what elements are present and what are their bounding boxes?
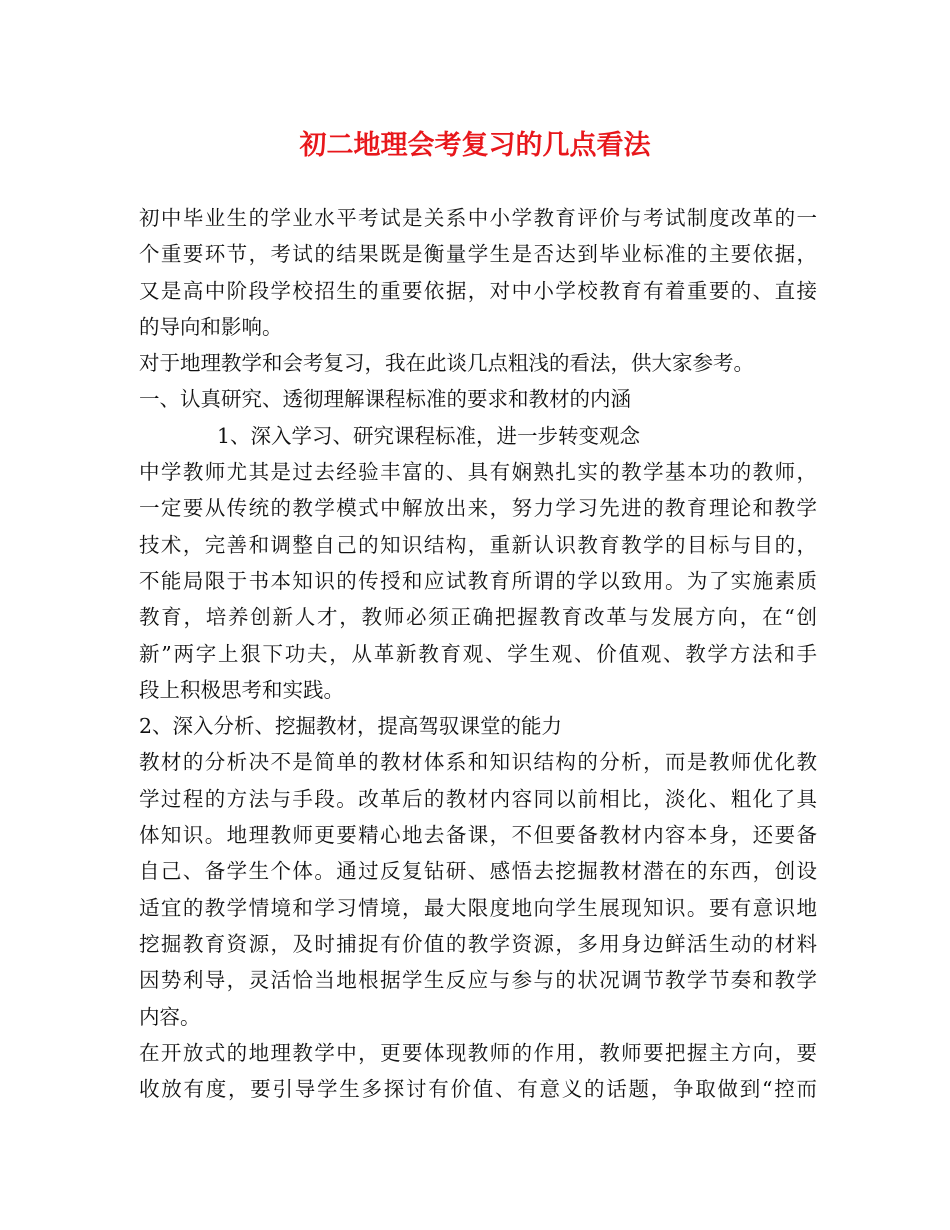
text-line: 不能局限于书本知识的传授和应试教育所谓的学以致用。为了实施素质 [139,568,817,593]
text-line: 段上积极思考和实践。 [139,677,344,702]
text-line: 教材的分析决不是简单的教材体系和知识结构的分析，而是教师优化教 [139,750,817,775]
subsection-heading: 2、深入分析、挖掘教材，提高驾驭课堂的能力 [139,714,563,739]
document-body [139,200,817,1107]
text-line: 内容。 [139,1004,201,1029]
text-line: 又是高中阶段学校招生的重要依据，对中小学校教育有着重要的、直接 [139,278,817,303]
section-heading: 一、认真研究、透彻理解课程标准的要求和教材的内涵 [139,387,631,412]
text-line: 学过程的方法与手段。改革后的教材内容同以前相比，淡化、粗化了具 [139,786,817,811]
text-line: 的导向和影响。 [139,314,283,339]
subsection-heading: 1、深入学习、研究课程标准，进一步转变观念 [217,423,641,448]
text-line: 一定要从传统的教学模式中解放出来，努力学习先进的教育理论和教学 [139,496,817,521]
text-line: 适宜的教学情境和学习情境，最大限度地向学生展现知识。要有意识地 [139,895,817,920]
text-line: 挖掘教育资源，及时捕捉有价值的教学资源，多用身边鲜活生动的材料 [139,931,817,956]
text-line: 个重要环节，考试的结果既是衡量学生是否达到毕业标准的主要依据， [139,242,817,267]
text-line: 对于地理教学和会考复习，我在此谈几点粗浅的看法，供大家参考。 [139,351,754,376]
text-line: 初中毕业生的学业水平考试是关系中小学教育评价与考试制度改革的一 [139,206,817,230]
text-line: 因势利导，灵活恰当地根据学生反应与参与的状况调节教学节奏和教学 [139,968,817,993]
text-line: 在开放式的地理教学中，更要体现教师的作用，教师要把握主方向，要 [139,1040,817,1065]
text-line: 技术，完善和调整自己的知识结构，重新认识教育教学的目标与目的， [139,532,817,557]
page-title: 初二地理会考复习的几点看法 [299,130,651,161]
text-line: 收放有度，要引导学生多探讨有价值、有意义的话题，争取做到“控而 [139,1077,817,1102]
text-line: 教育，培养创新人才，教师必须正确把握教育改革与发展方向，在“创 [139,605,817,630]
text-line: 自己、备学生个体。通过反复钻研、感悟去挖掘教材潜在的东西，创设 [139,859,817,884]
text-line: 中学教师尤其是过去经验丰富的、具有娴熟扎实的教学基本功的教师， [139,460,817,485]
text-line: 体知识。地理教师更要精心地去备课，不但要备教材内容本身，还要备 [139,823,817,848]
text-line: 新”两字上狠下功夫，从革新教育观、学生观、价值观、教学方法和手 [139,641,817,666]
